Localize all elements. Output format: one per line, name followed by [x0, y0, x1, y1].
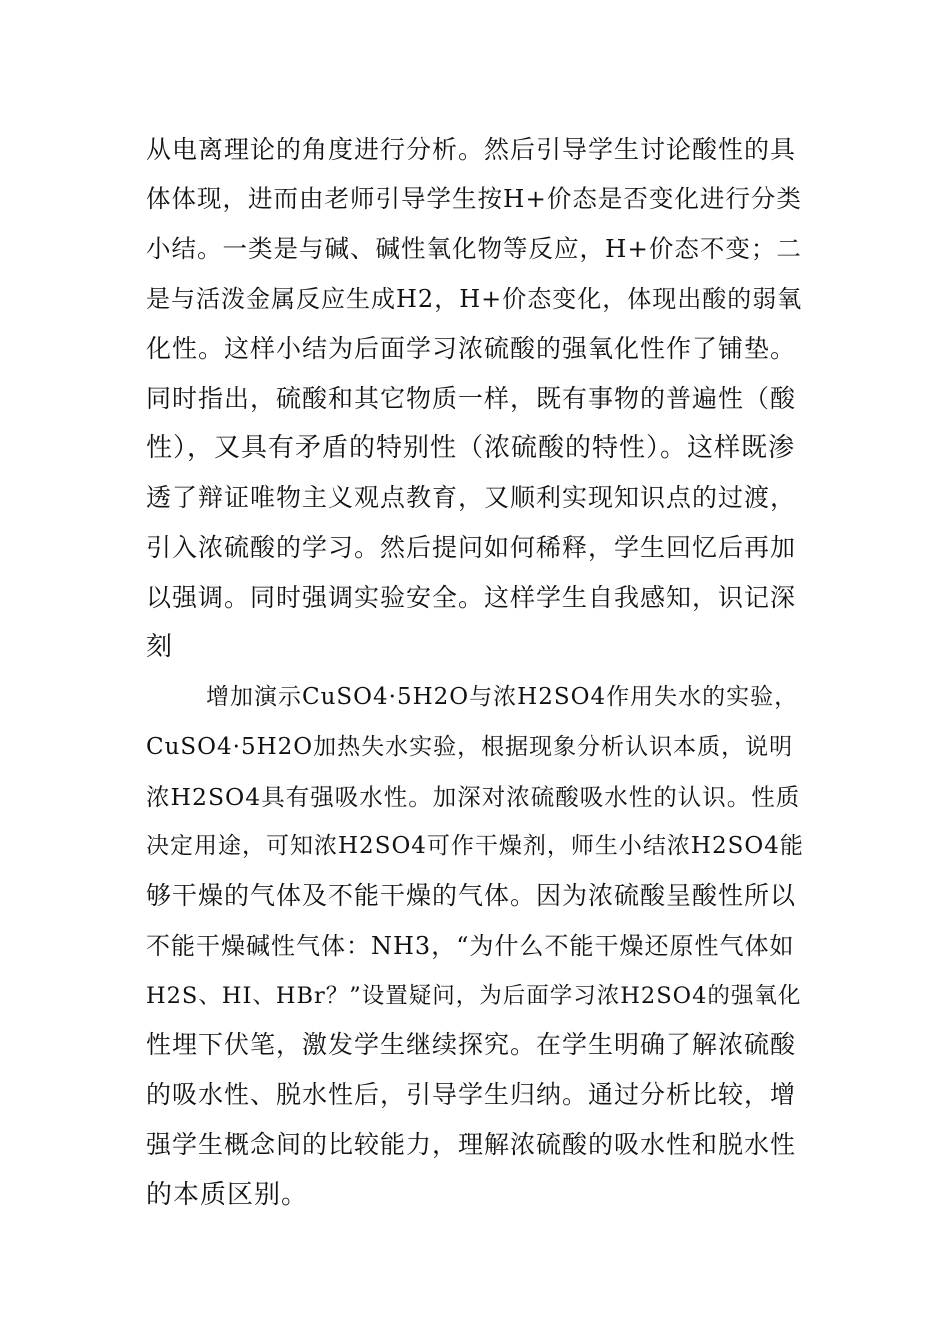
text-line: CuSO4·5H2O加热失水实验，根据现象分析认识本质，说明 [146, 734, 794, 760]
text-line: 的本质区别。 [146, 1180, 309, 1210]
text-line: H2S、HI、HBr？”设置疑问，为后面学习浓H2SO4的强氧化 [146, 983, 802, 1009]
text-line: 决定用途，可知浓H2SO4可作干燥剂，师生小结浓H2SO4能 [146, 833, 804, 859]
text-line: 引入浓硫酸的学习。然后提问如何稀释，学生回忆后再加 [146, 533, 797, 562]
text-line: 同时指出，硫酸和其它物质一样，既有事物的普遍性（酸 [146, 384, 797, 413]
text-line: 化性。这样小结为后面学习浓硫酸的强氧化性作了铺垫。 [146, 334, 797, 363]
text-line: 性），又具有矛盾的特别性（浓硫酸的特性）。这样既渗 [146, 433, 796, 463]
text-line: 体体现，进而由老师引导学生按H+价态是否变化进行分类 [146, 184, 802, 213]
text-line: 以强调。同时强调实验安全。这样学生自我感知，识记深 [146, 583, 797, 612]
text-line: 不能干燥碱性气体：NH3，“为什么不能干燥还原性气体如 [146, 932, 795, 960]
text-line: 的吸水性、脱水性后，引导学生归纳。通过分析比较，增 [146, 1080, 797, 1109]
text-line: 透了辩证唯物主义观点教育，又顺利实现知识点的过渡， [146, 483, 797, 512]
text-line: 增加演示CuSO4·5H2O与浓H2SO4作用失水的实验， [206, 684, 799, 710]
text-line: 强学生概念间的比较能力，理解浓硫酸的吸水性和脱水性 [146, 1130, 797, 1159]
text-line: 够干燥的气体及不能干燥的气体。因为浓硫酸呈酸性所以 [146, 881, 797, 910]
text-line: 刻 [146, 632, 174, 662]
text-line: 从电离理论的角度进行分析。然后引导学生讨论酸性的具 [146, 135, 797, 164]
text-line: 性埋下伏笔，激发学生继续探究。在学生明确了解浓硫酸 [146, 1030, 797, 1059]
text-line: 小结。一类是与碱、碱性氧化物等反应，H+价态不变；二 [146, 234, 802, 263]
text-line: 是与活泼金属反应生成H2，H+价态变化，体现出酸的弱氧 [146, 285, 803, 313]
text-line: 浓H2SO4具有强吸水性。加深对浓硫酸吸水性的认识。性质 [146, 783, 801, 811]
